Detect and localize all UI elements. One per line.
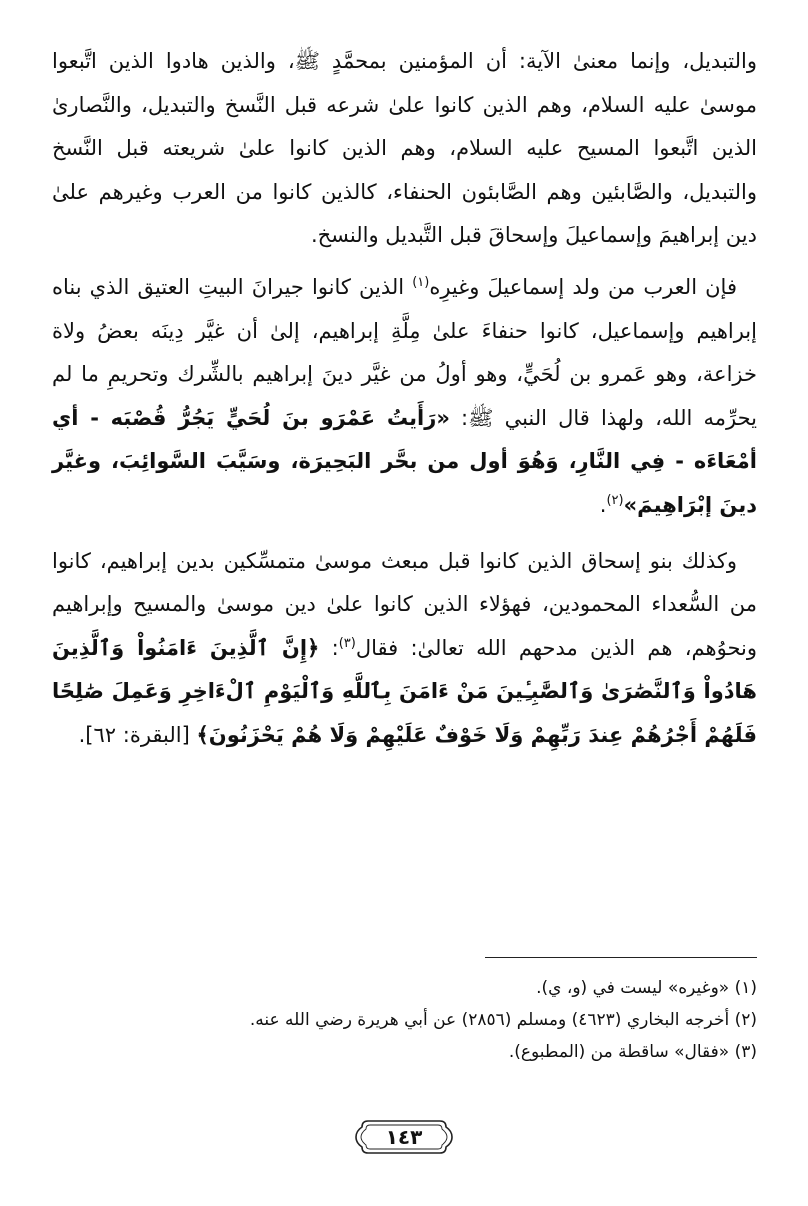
hadith-quote: «رَأَيتُ عَمْرَو بنَ لُحَيٍّ يَجُرُّ قُصْبَه - أي أمْعَاءَه - فِي النَّارِ، وَهُوَ أول من بحَّر البَحِيرَة، وسَيَّبَ السَّوائِبَ، وغيَّر دينَ إبْرَاهِيمَ» — [52, 405, 757, 517]
footnote-ref-3[interactable]: (٣) — [338, 635, 356, 651]
footnote-2: (٢) أخرجه البخاري (٤٦٢٣) ومسلم (٢٨٥٦) عن أبي هريرة رضي الله عنه. — [249, 1010, 757, 1030]
page-number-ornament — [354, 1117, 454, 1157]
footnote-1: (١) «وغيره» ليست في (و، ي). — [536, 978, 757, 998]
paragraph-2 — [52, 266, 757, 528]
paragraph-2-middle: الذين كانوا جيرانَ البيتِ العتيق الذي بناه إبراهيم وإسماعيل، كانوا حنفاءَ علىٰ مِلَّةِ إبراهيم، إلىٰ أن غيَّر دِينَه بعضُ ولاة خزاعة، وهو عَمرو بن لُحَيٍّ، وهو أولُ من غيَّر دينَ إبراهيم بالشِّرك وتحريمِ ما لم يحرِّمه الله، ولهذا قال النبي ﷺ: — [52, 274, 757, 430]
paragraph-2-lead: فإن العرب من ولد إسماعيلَ وغيرِه — [429, 274, 737, 299]
footnote-ref-2[interactable]: (٢) — [606, 492, 624, 508]
footnotes — [52, 972, 757, 1068]
paragraph-3-lead: وكذلك بنو إسحاق الذين كانوا قبل مبعث موسىٰ متمسِّكين بدين إبراهيم، كانوا من السُّعداء المحمودين، فهؤلاء الذين كانوا علىٰ دين موسىٰ والمسيح وإبراهيم ونحوُهم، هم الذين مدحهم الله تعالىٰ: فقال — [52, 548, 757, 660]
main-text — [52, 40, 757, 758]
page-number: ١٤٣ — [385, 1125, 423, 1149]
footnote-ref-1[interactable]: (١) — [412, 274, 430, 290]
footnote-3: (٣) «فقال» ساقطة من (المطبوع). — [508, 1042, 757, 1062]
quran-verse: ﴿إِنَّ ٱلَّذِينَ ءَامَنُواْ وَٱلَّذِينَ هَادُواْ وَٱلنَّصَٰرَىٰ وَٱلصَّٰبِـِٔينَ مَنْ ءَامَنَ بِٱللَّهِ وَٱلْيَوْمِ ٱلْءَاخِرِ وَعَمِلَ صَٰلِحًا فَلَهُمْ أَجْرُهُمْ عِندَ رَبِّهِمْ وَلَا خَوْفٌ عَلَيْهِمْ وَلَا هُمْ يَحْزَنُونَ﴾ — [52, 635, 757, 747]
paragraph-2-tail: . — [599, 492, 607, 517]
verse-reference: [البقرة: ٦٢]. — [78, 722, 197, 747]
footnote-divider — [485, 957, 757, 958]
paragraph-3 — [52, 540, 757, 758]
paragraph-3-middle: : — [319, 635, 339, 660]
paragraph-1-text: والتبديل، وإنما معنىٰ الآية: أن المؤمنين بمحمَّدٍ ﷺ، والذين هادوا الذين اتَّبعوا موسىٰ عليه السلام، وهم الذين كانوا علىٰ شرعه قبل النَّسخ والتبديل، والنَّصارىٰ الذين اتَّبعوا المسيح عليه السلام، وهم الذين كانوا علىٰ شريعته قبل النَّسخ والتبديل، والصَّابئين وهم الصَّابئون الحنفاء، كالذين كانوا من العرب وغيرهم علىٰ دين إبراهيمَ وإسماعيلَ وإسحاقَ قبل التَّبديل والنسخ. — [52, 49, 757, 248]
paragraph-1 — [52, 40, 757, 258]
